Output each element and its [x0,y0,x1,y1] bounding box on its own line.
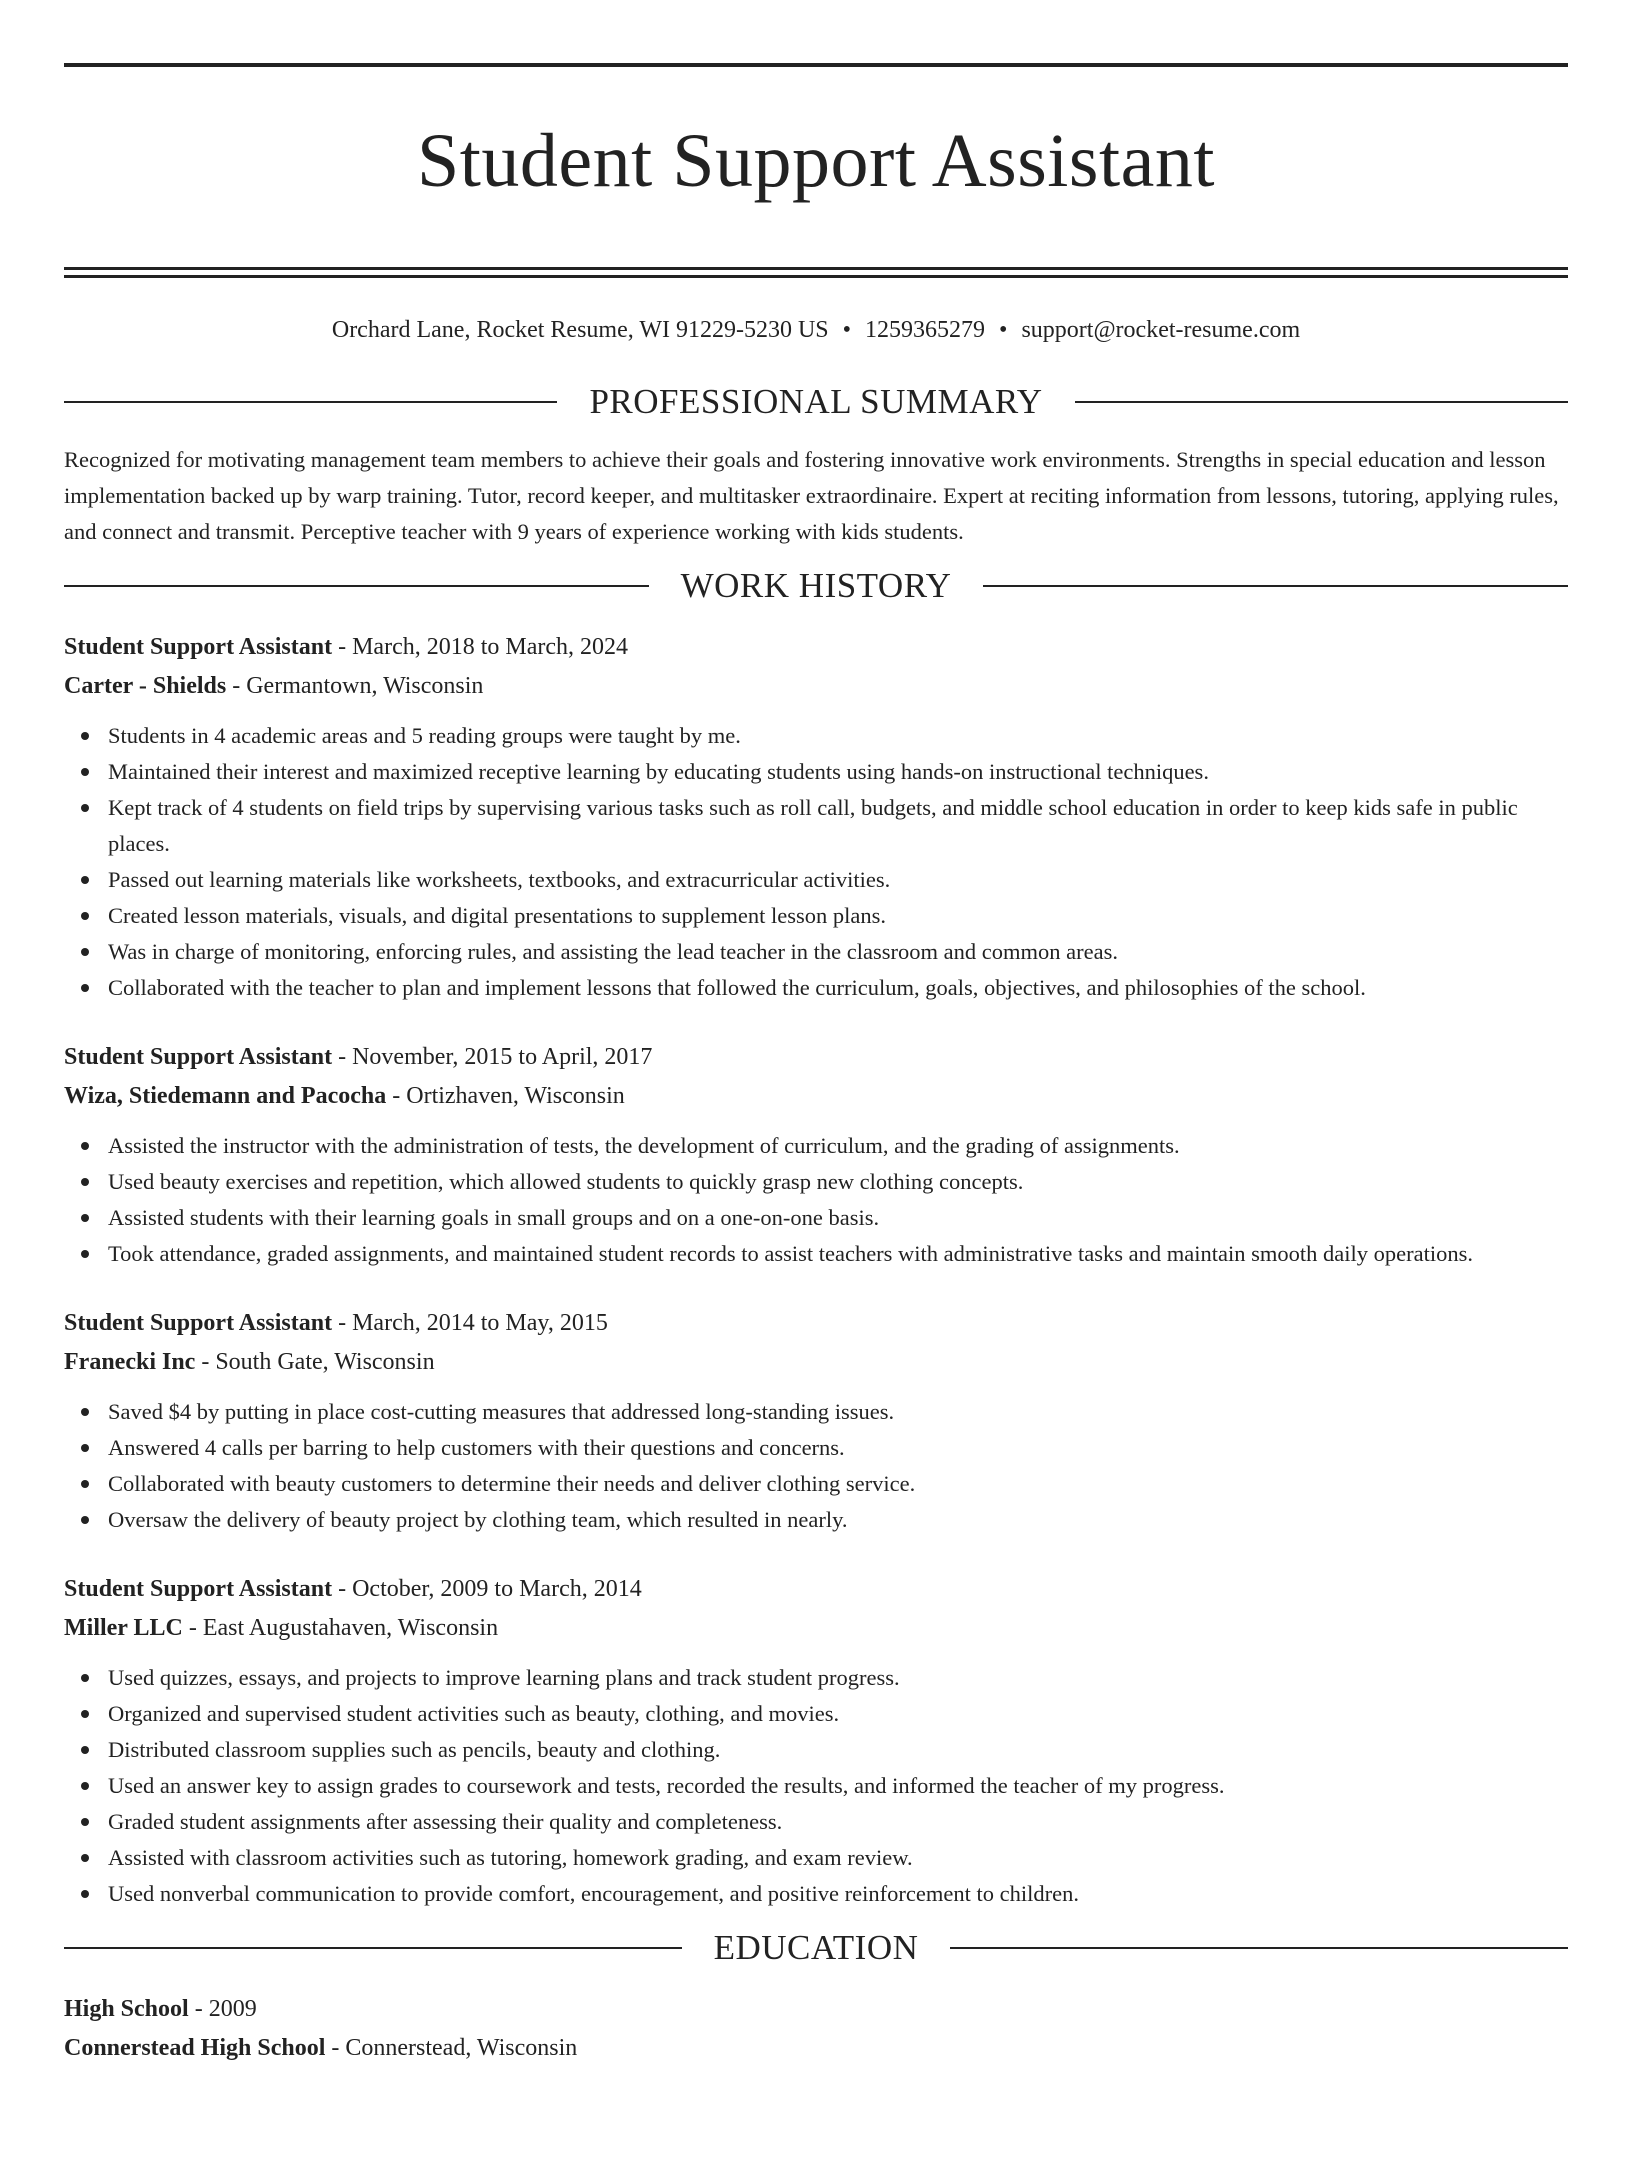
education-entry [64,1990,1568,2068]
job-title-line [64,1038,1568,1077]
heading-rule-left [64,401,557,403]
education-year: - 2009 [188,1996,257,2022]
job-entry [64,1570,1568,1912]
job-bullet: Collaborated with the teacher to plan and implement lessons that followed the curriculum, goals, objectives, and philosophies of the school. [108,970,1568,1006]
job-company-line [64,667,1568,706]
job-location: - Germantown, Wisconsin [226,673,484,699]
job-bullet: Distributed classroom supplies such as pencils, beauty and clothing. [108,1732,1568,1768]
job-bullet: Assisted with classroom activities such as tutoring, homework grading, and exam review. [108,1840,1568,1876]
job-bullets [64,718,1568,1006]
summary-heading: PROFESSIONAL SUMMARY [589,382,1043,421]
double-rule [64,267,1568,278]
job-bullet: Collaborated with beauty customers to determine their needs and deliver clothing service. [108,1466,1568,1502]
education-school: Connerstead High School [64,2035,326,2061]
heading-rule-right [1075,401,1568,403]
work-section-heading [64,564,1568,608]
summary-text: Recognized for motivating management team members to achieve their goals and fostering innovative work environments. Strengths in special education and lesson implementation backed up by warp training. Tutor, record keeper, and multitasker extraordinaire. Expert at reciting information from lessons, tutoring, applying rules, and connect and transmit. Perceptive teacher with 9 years of experience working with kids students. [64,447,1559,544]
job-dates: - October, 2009 to March, 2014 [332,1576,642,1602]
education-heading: EDUCATION [713,1928,919,1967]
heading-rule-right [983,585,1568,587]
job-location: - East Augustahaven, Wisconsin [182,1615,499,1641]
job-entry [64,1304,1568,1538]
job-bullet: Answered 4 calls per barring to help customers with their questions and concerns. [108,1430,1568,1466]
job-bullet: Oversaw the delivery of beauty project by clothing team, which resulted in nearly. [108,1502,1568,1538]
resume-page [0,63,1632,2175]
contact-line [64,314,1568,346]
job-company-line [64,1609,1568,1648]
job-bullet: Assisted students with their learning goals in small groups and on a one-on-one basis. [108,1200,1568,1236]
heading-rule-left [64,1947,682,1949]
job-bullet: Created lesson materials, visuals, and digital presentations to supplement lesson plans. [108,898,1568,934]
education-location: - Connerstead, Wisconsin [325,2035,578,2061]
job-bullet: Used quizzes, essays, and projects to improve learning plans and track student progress. [108,1660,1568,1696]
job-title: Student Support Assistant [64,634,333,660]
job-title-line [64,1304,1568,1343]
job-bullets [64,1660,1568,1912]
job-bullet: Assisted the instructor with the administration of tests, the development of curriculum, and the grading of assignments. [108,1128,1568,1164]
job-location: - South Gate, Wisconsin [195,1349,435,1375]
heading-rule-left [64,585,649,587]
contact-email: support@rocket-resume.com [1021,317,1301,343]
job-bullet: Used nonverbal communication to provide comfort, encouragement, and positive reinforcement to children. [108,1876,1568,1912]
job-bullet: Students in 4 academic areas and 5 reading groups were taught by me. [108,718,1568,754]
job-bullet: Used an answer key to assign grades to coursework and tests, recorded the results, and informed the teacher of my progress. [108,1768,1568,1804]
education-degree: High School [64,1996,189,2022]
job-bullet: Saved $4 by putting in place cost-cutting measures that addressed long-standing issues. [108,1394,1568,1430]
job-location: - Ortizhaven, Wisconsin [386,1083,625,1109]
education-school-line [64,2029,1568,2068]
job-company: Carter - Shields [64,673,227,699]
job-entry [64,1038,1568,1272]
work-heading: WORK HISTORY [680,566,952,605]
job-title: Student Support Assistant [64,1044,333,1070]
job-title-line [64,1570,1568,1609]
education-degree-line [64,1990,1568,2029]
contact-address: Orchard Lane, Rocket Resume, WI 91229-5230 US [331,317,829,343]
contact-separator: • [842,317,852,343]
job-entry [64,628,1568,1006]
job-dates: - November, 2015 to April, 2017 [332,1044,653,1070]
job-bullet: Took attendance, graded assignments, and maintained student records to assist teachers with administrative tasks and maintain smooth daily operations. [108,1236,1568,1272]
education-section-heading [64,1926,1568,1970]
job-bullets [64,1394,1568,1538]
job-bullet: Organized and supervised student activities such as beauty, clothing, and movies. [108,1696,1568,1732]
job-title: Student Support Assistant [64,1310,333,1336]
job-bullet: Graded student assignments after assessing their quality and completeness. [108,1804,1568,1840]
job-company: Franecki Inc [64,1349,196,1375]
top-rule [64,63,1568,67]
job-bullet: Was in charge of monitoring, enforcing rules, and assisting the lead teacher in the classroom and common areas. [108,934,1568,970]
job-bullet: Kept track of 4 students on field trips by supervising various tasks such as roll call, budgets, and middle school education in order to keep kids safe in public places. [108,790,1568,862]
job-bullet: Passed out learning materials like worksheets, textbooks, and extracurricular activities. [108,862,1568,898]
job-bullet: Used beauty exercises and repetition, which allowed students to quickly grasp new clothing concepts. [108,1164,1568,1200]
heading-rule-right [950,1947,1568,1949]
job-title-line [64,628,1568,667]
job-bullets [64,1128,1568,1272]
job-company: Miller LLC [64,1615,183,1641]
job-title: Student Support Assistant [64,1576,333,1602]
job-company-line [64,1343,1568,1382]
job-dates: - March, 2018 to March, 2024 [332,634,629,660]
resume-name: Student Support Assistant [417,119,1215,203]
contact-phone: 1259365279 [865,317,986,343]
job-company: Wiza, Stiedemann and Pacocha [64,1083,387,1109]
summary-section-heading [64,380,1568,424]
job-dates: - March, 2014 to May, 2015 [332,1310,608,1336]
job-bullet: Maintained their interest and maximized receptive learning by educating students using hands-on instructional techniques. [108,754,1568,790]
contact-separator: • [999,317,1008,343]
job-company-line [64,1077,1568,1116]
